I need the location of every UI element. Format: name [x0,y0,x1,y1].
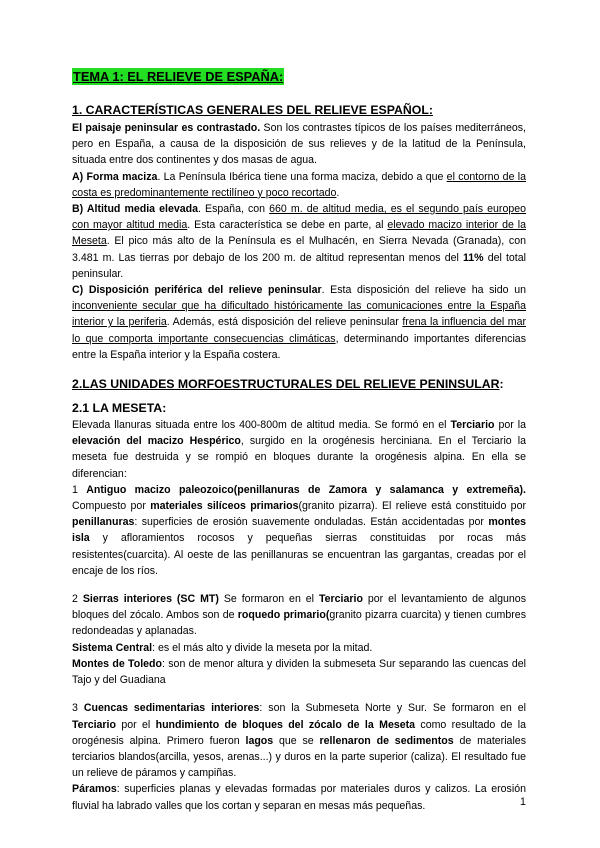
paragraph-meseta-intro: Elevada llanuras situada entre los 400-800m de altitud media. Se formó en el Terciario por la elevación del macizo Hespérico, surgido en la orogénesis herciniana. En el Terciario la meseta fue destruida y se rompió en bloques durante la orogénesis alpina. En ella se diferencian: [72,419,526,480]
paragraph-intro: El paisaje peninsular es contrastado. Son los contrastes típicos de los países mediterráneos, pero en España, a causa de la disposición de sus relieves y de la latitud de la Península, situada entre dos continentes y dos masas de agua. [72,122,526,167]
paragraph-paramos: Páramos: superficies planas y elevadas formadas por materiales duros y calizos. La erosión fluvial ha labrado valles que los cortan y separan en mesas más pequeñas. [72,783,526,812]
list-item-macizo-paleozoico: 1 Antiguo macizo paleozoico(penillanuras de Zamora y salamanca y extremeña). Compuesto por materiales silíceos primarios(granito pizarra). El relieve está constituido por penillanuras: superficies de erosión suavemente onduladas. Están accidentadas por montes isla y afloramientos rocosos y pequeñas sierras constituidas por rocas más resistentes(cuarcita). Al oeste de las penillanuras se encuentran las gargantas, creadas por el encaje de los ríos. [72,483,526,577]
section-heading-1: 1. CARACTERÍSTICAS GENERALES DEL RELIEVE ESPAÑOL: [72,103,433,117]
page-number: 1 [520,796,526,808]
spacer [72,579,526,591]
document-title: TEMA 1: EL RELIEVE DE ESPAÑA: [73,69,284,84]
paragraph-disposicion-periferica: C) Disposición periférica del relieve peninsular. Esta disposición del relieve ha sido un inconveniente secular que ha dificultado históricamente las comunicaciones entre la España interior y la periferia. Además, está disposición del relieve peninsular frena la influencia del mar lo que comporta importante consecuencias climáticas, determinando importantes diferencias entre la España interior y la España costera. [72,284,526,361]
spacer [72,688,526,700]
list-item-cuencas-sedimentarias: 3 Cuencas sedimentarias interiores: son la Submeseta Norte y Sur. Se formaron en el Terciario por el hundimiento de bloques del zócalo de la Meseta como resultado de la orogénesis alpina. Primero fueron lagos que se rellenaron de sedimentos de materiales terciarios blandos(arcilla, yesos, arenas...) y duros en la parte superior (caliza). El resultado fue un relieve de páramos y campiñas. [72,702,526,780]
paragraph-forma-maciza: A) Forma maciza. La Península Ibérica tiene una forma maciza, debido a que el contorno de la costa es predominantemente rectilíneo y poco recortado. [72,170,526,199]
paragraph-montes-de-toledo: Montes de Toledo: son de menor altura y dividen la submeseta Sur separando las cuencas del Tajo y del Guadiana [72,657,526,687]
page-content [72,68,526,814]
paragraph-altitud-media: B) Altitud media elevada. España, con 660 m. de altitud media, es el segundo país europeo con mayor altitud media. Esta característica se debe en parte, al elevado macizo interior de la Meseta. El pico más alto de la Península es el Mulhacén, en Sierra Nevada (Granada), con 3.481 m. Las tierras por debajo de los 200 m. de altitud representan menos del 11% del total peninsular. [72,203,527,280]
subsection-heading-meseta: 2.1 LA MESETA: [72,401,167,416]
section-heading-2: 2.LAS UNIDADES MORFOESTRUCTURALES DEL RELIEVE PENINSULAR: [72,377,504,392]
paragraph-sistema-central: Sistema Central: es el más alto y divide la meseta por la mitad. [72,641,373,654]
list-item-sierras-interiores: 2 Sierras interiores (SC MT) Se formaron en el Terciario por el levantamiento de algunos bloques del zócalo. Ambos son de roquedo primario(granito pizarra cuarcita) y tienen cumbres redondeadas y aplanadas. [72,593,526,638]
